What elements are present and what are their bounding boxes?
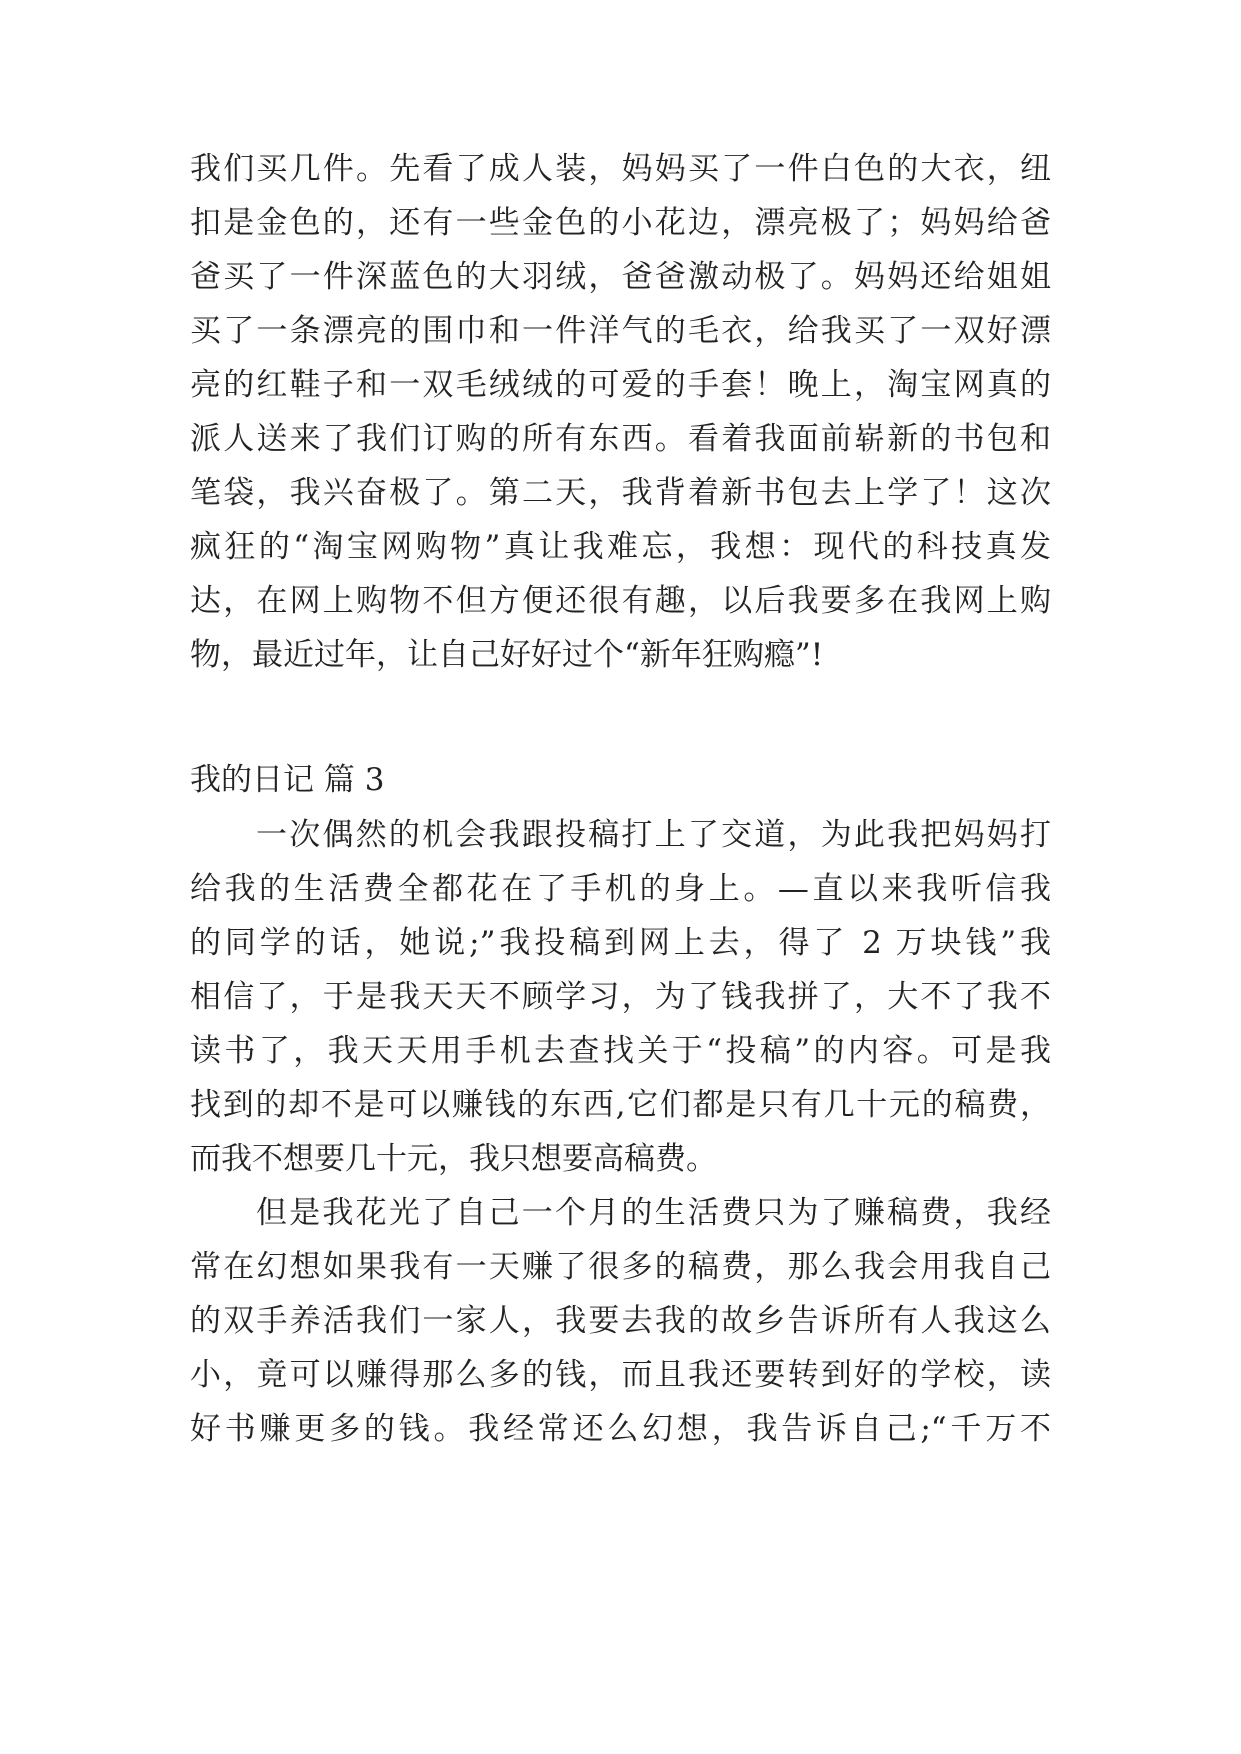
text-line: 扣是金色的，还有一些金色的小花边，漂亮极了；妈妈给爸 bbox=[190, 205, 1051, 241]
text-line: 好书赚更多的钱。我经常还么幻想，我告诉自己;“千万不 bbox=[190, 1411, 1051, 1447]
text-line: 常在幻想如果我有一天赚了很多的稿费，那么我会用我自己 bbox=[190, 1249, 1051, 1285]
text-line: 亮的红鞋子和一双毛绒绒的可爱的手套！晚上，淘宝网真的 bbox=[190, 367, 1051, 403]
text-line: 但是我花光了自己一个月的生活费只为了赚稿费，我经 bbox=[256, 1195, 1051, 1231]
text-line: 买了一条漂亮的围巾和一件洋气的毛衣，给我买了一双好漂 bbox=[190, 313, 1051, 349]
text-line: 的双手养活我们一家人，我要去我的故乡告诉所有人我这么 bbox=[190, 1303, 1051, 1339]
text-line: 读书了，我天天用手机去查找关于“投稿”的内容。可是我 bbox=[190, 1033, 1051, 1069]
text-line: 物，最近过年，让自己好好过个“新年狂购瘾”! bbox=[190, 637, 824, 673]
text-line: 达，在网上购物不但方便还很有趣，以后我要多在我网上购 bbox=[190, 583, 1051, 619]
text-line: 一次偶然的机会我跟投稿打上了交道，为此我把妈妈打 bbox=[256, 817, 1051, 853]
text-line: 疯狂的“淘宝网购物”真让我难忘，我想：现代的科技真发 bbox=[190, 529, 1051, 565]
text-line: 笔袋，我兴奋极了。第二天，我背着新书包去上学了！这次 bbox=[190, 475, 1051, 511]
text-line: 找到的却不是可以赚钱的东西,它们都是只有几十元的稿费， bbox=[190, 1087, 1051, 1123]
text-line: 给我的生活费全都花在了手机的身上。—直以来我听信我 bbox=[190, 871, 1051, 907]
text-line: 派人送来了我们订购的所有东西。看着我面前崭新的书包和 bbox=[190, 421, 1051, 457]
section-heading: 我的日记 篇 3 bbox=[190, 762, 385, 798]
text-line: 而我不想要几十元，我只想要高稿费。 bbox=[190, 1141, 717, 1177]
text-line: 的同学的话，她说;”我投稿到网上去，得了 2 万块钱”我 bbox=[190, 925, 1051, 961]
text-line: 爸买了一件深蓝色的大羽绒，爸爸激动极了。妈妈还给姐姐 bbox=[190, 259, 1051, 295]
text-line: 我们买几件。先看了成人装，妈妈买了一件白色的大衣，纽 bbox=[190, 151, 1051, 187]
text-line: 小，竟可以赚得那么多的钱，而且我还要转到好的学校，读 bbox=[190, 1357, 1051, 1393]
text-line: 相信了，于是我天天不顾学习，为了钱我拼了，大不了我不 bbox=[190, 979, 1051, 1015]
